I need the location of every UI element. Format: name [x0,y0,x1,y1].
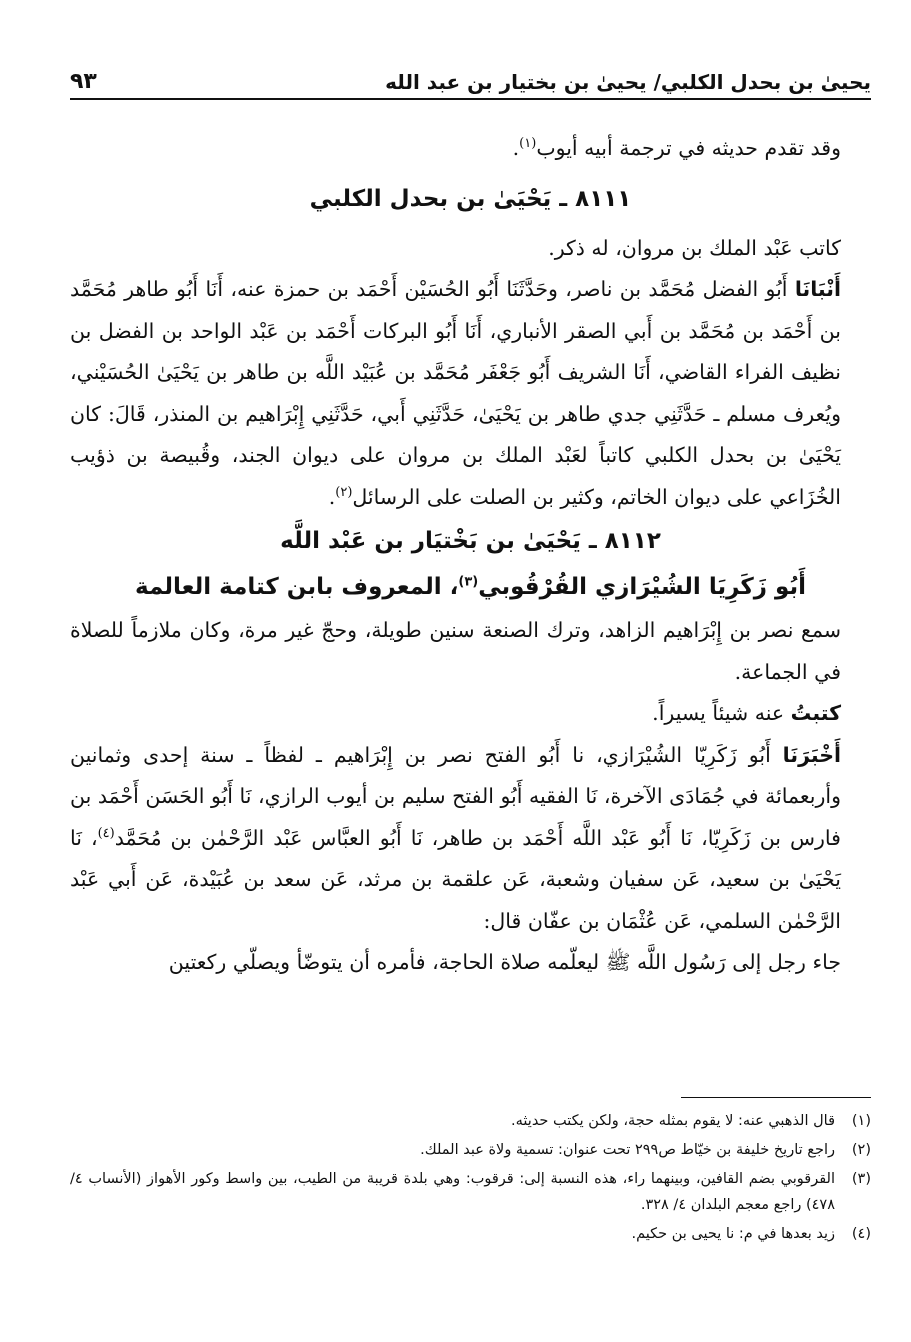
footnote-item [70,1166,871,1218]
footnote-mark: (٤) [851,1226,871,1242]
footnote-rule [681,1097,871,1098]
paragraph-bio-8111: كاتب عَبْد الملك بن مروان، له ذكر. [548,235,841,260]
footnote-item [70,1108,871,1134]
footnote-mark: (١) [851,1113,871,1129]
footnote-text: راجع تاريخ خليفة بن خيّاط ص٢٩٩ تحت عنوان: تسمية ولاة عبد الملك. [420,1142,835,1158]
footnote-item [70,1221,871,1247]
paragraph-intro: وقد تقدم حديثه في ترجمة أبيه أيوب$^{(١)}$. [512,136,841,160]
footnote-mark: (٢) [851,1142,871,1158]
entry-heading-8111: ٨١١١ ـ يَحْيَىٰ بن بحدل الكلبي [309,185,632,212]
footnote-text: القرقوبي بضم القافين، وبينهما راء، هذه النسبة إلى: قرقوب: وهي بلدة قريبة من الطيب، بين واسط وكور الأهواز (الأنساب ٤/ ٤٧٨) راجع معجم البلدان ٤/ ٣٢٨. [70,1171,835,1213]
footnote-ref-1: (١) [519,136,537,152]
footnote-ref-4: (٤) [97,825,115,841]
entry-heading-8112-line-1: ٨١١٢ ـ يَحْيَىٰ بن بَخْتيَار بن عَبْد اللَّه [280,528,661,554]
running-title: يحيىٰ بن بحدل الكلبي/ يحيىٰ بن بختيار بن عبد الله [385,70,871,94]
footnote-text: زيد بعدها في م: نا يحيى بن حكيم. [631,1226,835,1242]
entry-heading-8112-line-2: أَبُو زَكَرِيَا الشُيْرَازي القُرْقُوبي$^{(٣)}$، المعروف بابن كتامة العالمة [135,574,806,600]
lead-word-akhbarana: أَخْبَرَنَا [782,742,841,767]
running-header [70,60,871,94]
footnote-ref-2: (٢) [335,484,353,500]
footnotes [70,1108,871,1250]
paragraph-isnad-8112: أَخْبَرَنَا أَبُو زَكَرِيّا الشُيْرَازي، نا أَبُو الفتح نصر بن إِبْرَاهيم ـ لفظاً ـ سنة إحدى وثمانين وأربعمائة في جُمَادَى الآخرة، نَا الفقيه أَبُو الفتح سليم بن أيوب الرازي، نَا أَبُو الحَسَن أَحْمَد بن فارس بن زَكَرِيّا، نَا أَبُو عَبْد اللَّه أَحْمَد بن طاهر، نَا أَبُو العبَّاس عَبْد الرَّحْمٰن بن مُحَمَّد$^{(٤)}$، نَا يَحْيَىٰ بن سعيد، عَن سفيان وشعبة، عَن علقمة بن مرثد، عَن سعد بن عُبَيْدة، عَن أَبي عَبْد الرَّحْمٰن السلمي، عَن عُثْمَان بن عفّان قال: [70,742,841,933]
footnote-ref-3: (٣) [458,574,479,590]
footnote-mark: (٣) [851,1171,871,1187]
header-rule [70,98,871,100]
paragraph-hadith-text: جاء رجل إلى رَسُول اللَّه ﷺ ليعلّمه صلاة الحاجة، فأمره أن يتوضّأ ويصلّي ركعتين [168,950,841,974]
entry-heading-8112 [70,518,871,610]
paragraph-bio-8112: سمع نصر بن إِبْرَاهيم الزاهد، وترك الصنعة سنين طويلة، وحجّ غير مرة، وكان ملازماً للصلاة في الجماعة. [70,618,841,684]
lead-word-anbana: أَنْبَانَا [794,277,841,301]
lead-word-katabtu: كتبتُ [790,701,841,725]
paragraph-katabtu: كتبتُ عنه شيئاً يسيراً. [652,701,841,725]
main-text [70,128,871,984]
footnote-item [70,1137,871,1163]
page-number: ٩٣ [70,69,97,94]
paragraph-isnad-8111: أَنْبَانَا أَبُو الفضل مُحَمَّد بن ناصر، وحَدَّثَنَا أَبُو الحُسَيْن أَحْمَد بن حمزة عنه، أَنَا أَبُو طاهر مُحَمَّد بن أَحْمَد بن مُحَمَّد بن أَبي الصقر الأنباري، أَنَا أَبُو البركات أَحْمَد بن عَبْد الواحد بن الفضل بن نظيف الفراء القاضي، أَنَا الشريف أَبُو جَعْفَر مُحَمَّد بن عُبَيْد اللَّه بن طاهر بن يَحْيَىٰ الحُسَيْني، ويُعرف مسلم ـ حَدَّثَنِي جدي طاهر بن يَحْيَىٰ، حَدَّثَنِي أَبي، حَدَّثَنِي إِبْرَاهيم بن المنذر، قَالَ: كان يَحْيَىٰ بن بحدل الكلبي كاتباً لعَبْد الملك بن مروان على ديوان الجند، وقُبيصة بن ذؤيب الخُزَاعي على ديوان الخاتم، وكثير بن الصلت على الرسائل$^{(٢)}$. [70,277,841,509]
footnote-text: قال الذهبي عنه: لا يقوم بمثله حجة، ولكن يكتب حديثه. [511,1113,835,1129]
